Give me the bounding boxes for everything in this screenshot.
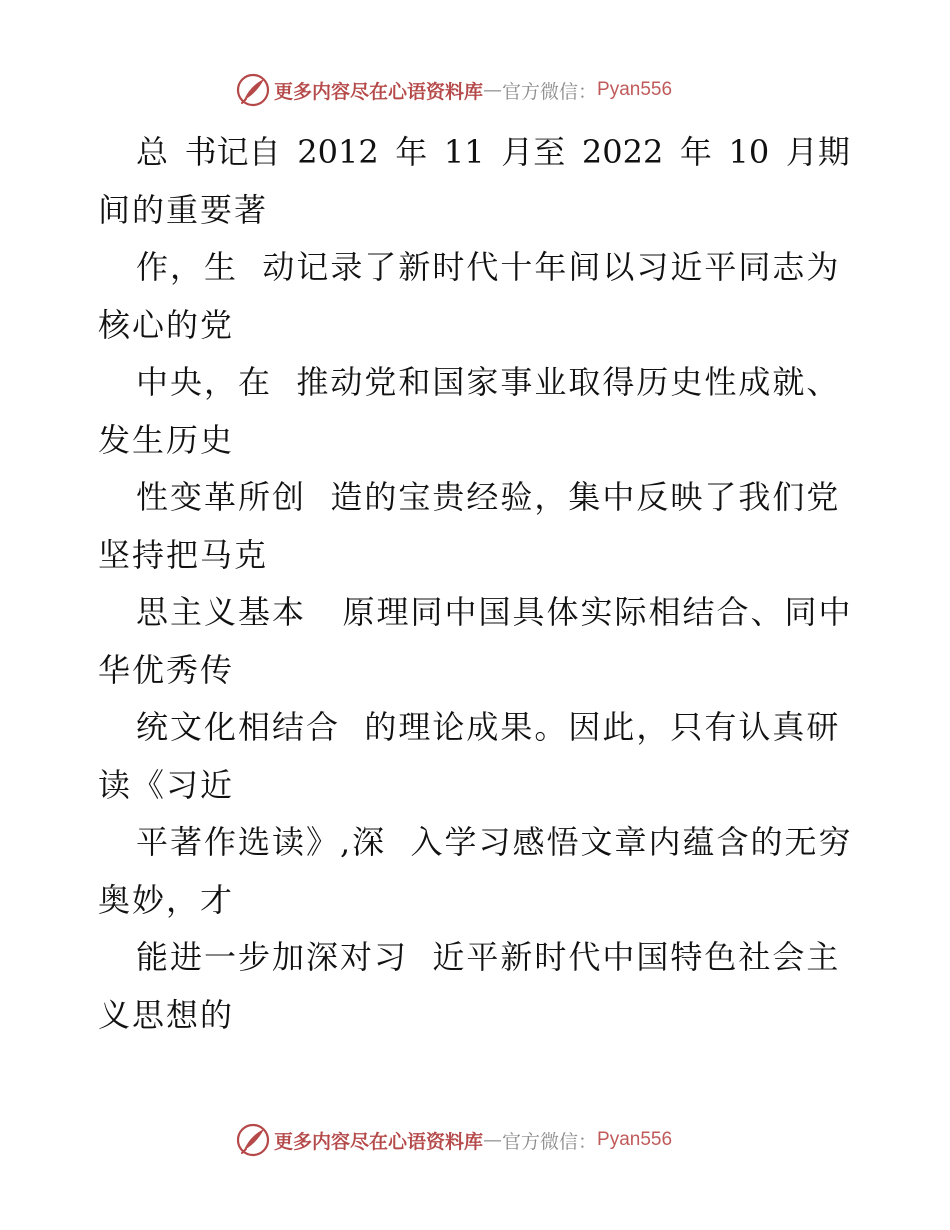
text-line: 统文化相结合 的理论成果。因此，只有认真研 bbox=[136, 708, 841, 746]
text-token: 2012 bbox=[297, 133, 379, 171]
header-banner bbox=[236, 72, 672, 108]
text-line: 能进一步加深对习 近平新时代中国特色社会主 bbox=[136, 938, 841, 976]
text-line: 平著作选读》,深 入学习感悟文章内蕴含的无穷 bbox=[136, 823, 853, 861]
text-line: 读《习近 bbox=[98, 765, 235, 804]
text-token: 11 bbox=[443, 133, 485, 171]
text-line: 奥妙，才 bbox=[98, 880, 235, 919]
text-token: 月至 bbox=[501, 133, 566, 171]
text-token: 年 bbox=[679, 133, 712, 171]
text-line: 发生历史 bbox=[98, 420, 235, 459]
text-line-1 bbox=[98, 124, 858, 182]
text-line: 性变革所创 造的宝贵经验，集中反映了我们党 bbox=[136, 478, 841, 516]
feather-pen-logo-icon bbox=[236, 1123, 270, 1157]
header-wechat-label: 官方微信： bbox=[502, 80, 598, 103]
text-line: 中央，在 推动党和国家事业取得历史性成就、 bbox=[136, 363, 841, 401]
text-token: 10 bbox=[728, 133, 770, 171]
text-line: 作，生 动记录了新时代十年间以习近平同志为 bbox=[136, 248, 841, 286]
header-wechat-id: Pyan556 bbox=[597, 79, 673, 100]
text-token: 总 bbox=[136, 133, 169, 171]
header-brand-text: 更多内容尽在心语资料库 bbox=[274, 80, 484, 103]
text-token: 2022 bbox=[581, 133, 664, 171]
text-line: 间的重要著 bbox=[98, 190, 269, 229]
text-line: 义思想的 bbox=[98, 995, 235, 1034]
text-line: 华优秀传 bbox=[98, 650, 235, 689]
document-body bbox=[98, 124, 858, 1044]
text-token: 年 bbox=[395, 133, 428, 171]
footer-wechat-id: Pyan556 bbox=[597, 1129, 673, 1150]
text-line: 核心的党 bbox=[98, 305, 235, 344]
text-token: 书记自 bbox=[184, 133, 281, 171]
footer-wechat-label: 官方微信： bbox=[502, 1130, 598, 1153]
footer-banner bbox=[236, 1122, 672, 1158]
header-separator: — bbox=[483, 79, 503, 101]
footer-brand-text: 更多内容尽在心语资料库 bbox=[274, 1130, 484, 1153]
feather-pen-logo-icon bbox=[236, 73, 270, 107]
text-line: 坚持把马克 bbox=[98, 535, 269, 574]
footer-separator: — bbox=[483, 1129, 503, 1151]
text-line: 思主义基本 原理同中国具体实际相结合、同中 bbox=[136, 593, 853, 631]
text-token: 月期 bbox=[785, 133, 850, 171]
